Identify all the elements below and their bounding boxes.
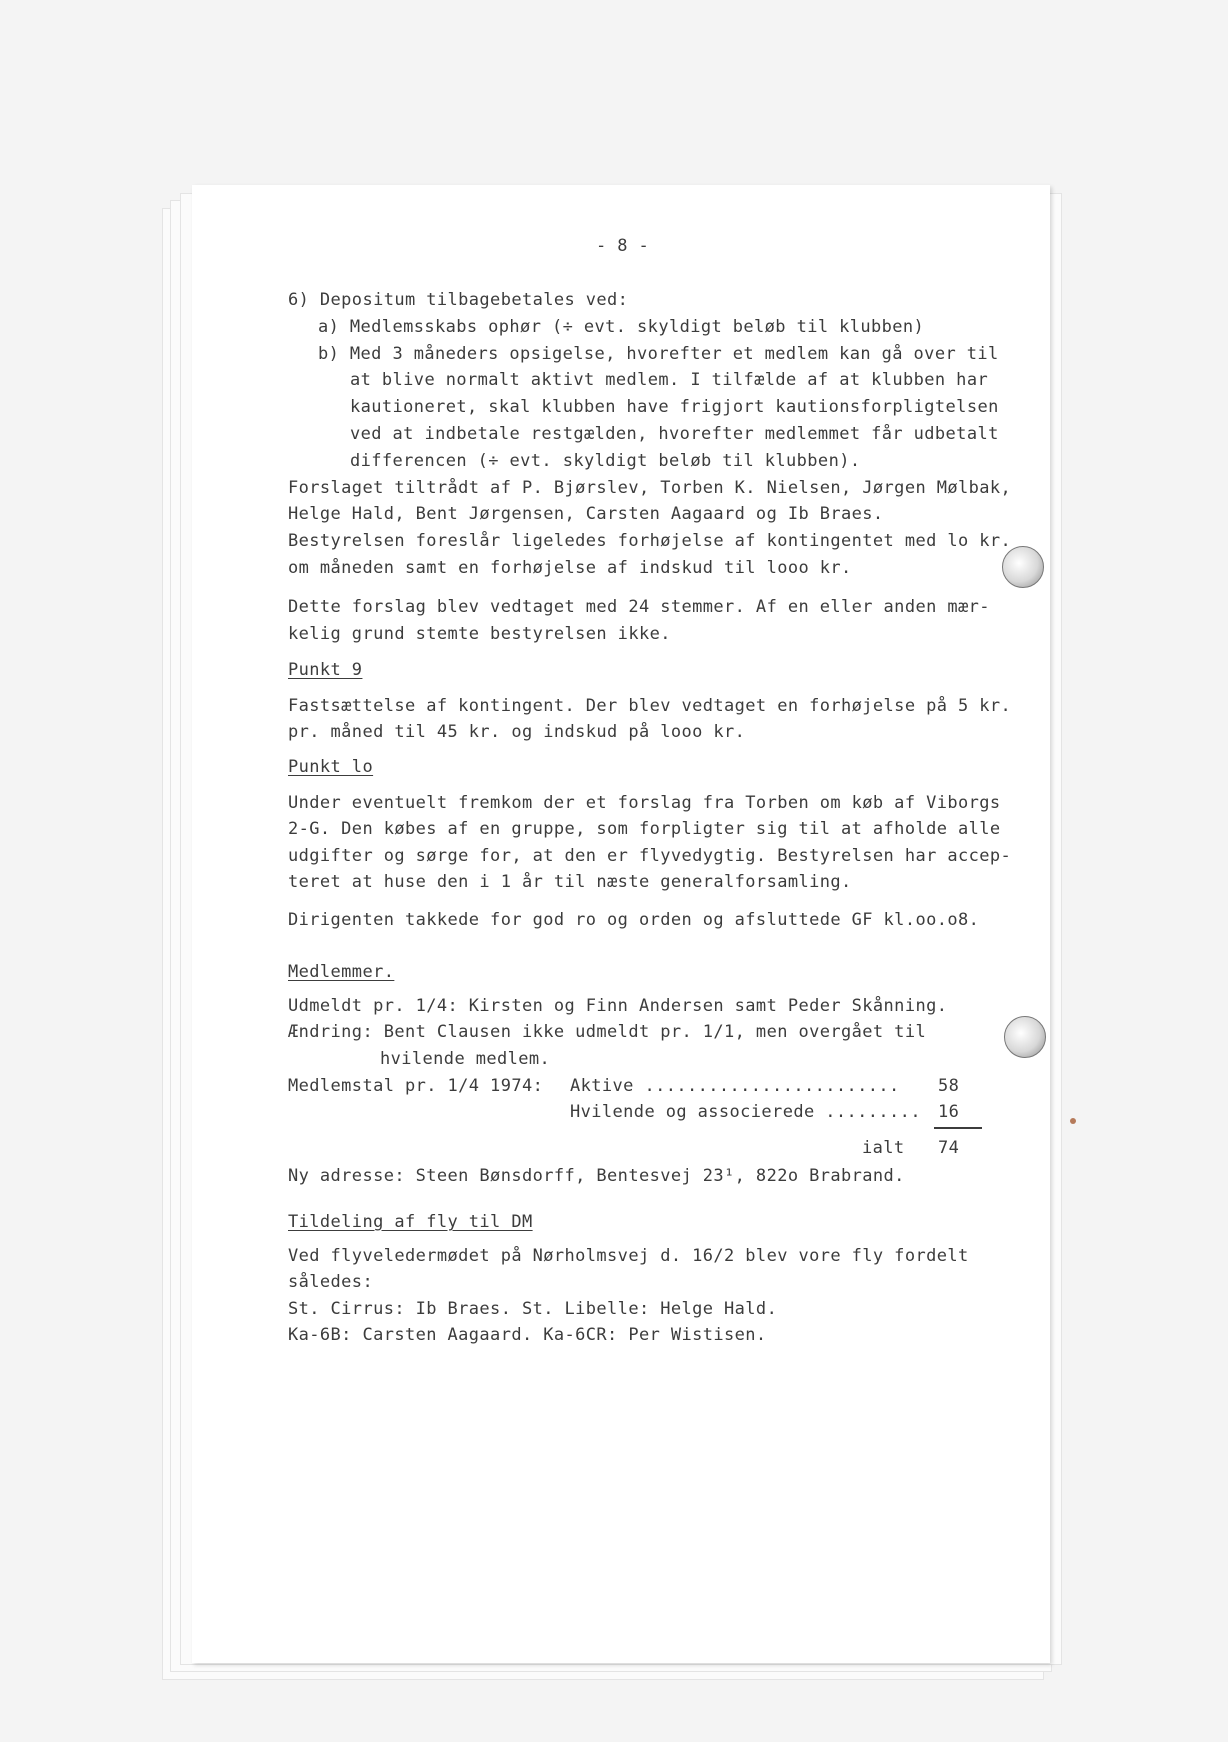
adresse-line: Ny adresse: Steen Bønsdorff, Bentesvej 23¹, 822o Brabrand. (288, 1166, 905, 1186)
aendring-line: Ændring: Bent Clausen ikke udmeldt pr. 1/1, men overgået til (288, 1022, 927, 1042)
forslag-line: Bestyrelsen foreslår ligeledes forhøjelse af kontingentet med lo kr. (288, 531, 1012, 551)
item6-a: a) Medlemsskabs ophør (÷ evt. skyldigt beløb til klubben) (318, 317, 925, 337)
tildeling-heading: Tildeling af fly til DM (288, 1212, 533, 1232)
forslag-line: Helge Hald, Bent Jørgensen, Carsten Aagaard og Ib Braes. (288, 504, 884, 524)
stain-mark (1070, 1118, 1076, 1124)
item6-b-line: at blive normalt aktivt medlem. I tilfælde af at klubben har (350, 370, 989, 390)
punkt10-line: teret at huse den i 1 år til næste generalforsamling. (288, 872, 852, 892)
punch-hole-icon (1004, 1016, 1046, 1058)
tildeling-line: Ka-6B: Carsten Aagaard. Ka-6CR: Per Wistisen. (288, 1325, 767, 1345)
punkt10-line: udgifter og sørge for, at den er flyvedygtig. Bestyrelsen har accep- (288, 846, 1012, 866)
punkt10-line: 2-G. Den købes af en gruppe, som forpligter sig til at afholde alle (288, 819, 1001, 839)
udmeldt-line: Udmeldt pr. 1/4: Kirsten og Finn Andersen samt Peder Skånning. (288, 996, 948, 1016)
tildeling-line: således: (288, 1272, 374, 1292)
punkt9-line: pr. måned til 45 kr. og indskud på looo kr. (288, 722, 746, 742)
punkt9-line: Fastsættelse af kontingent. Der blev vedtaget en forhøjelse på 5 kr. (288, 696, 1012, 716)
ialt-label: ialt (862, 1138, 905, 1158)
item6-b-line: ved at indbetale restgælden, hvorefter medlemmet får udbetalt (350, 424, 999, 444)
punkt9-heading: Punkt 9 (288, 660, 363, 680)
forslag-line: Forslaget tiltrådt af P. Bjørslev, Torben K. Nielsen, Jørgen Mølbak, (288, 478, 1012, 498)
page-number: - 8 - (596, 236, 650, 256)
ialt-value: 74 (938, 1138, 960, 1158)
item6-b-line: kautioneret, skal klubben have frigjort kautionsforpligtelsen (350, 397, 999, 417)
aktive-label: Aktive ........................ (570, 1076, 900, 1096)
item6-heading: 6) Depositum tilbagebetales ved: (288, 290, 629, 310)
aktive-value: 58 (938, 1076, 960, 1096)
sum-underline (934, 1127, 982, 1129)
medlemstal-label: Medlemstal pr. 1/4 1974: (288, 1076, 544, 1096)
item6-b-line: differencen (÷ evt. skyldigt beløb til klubben). (350, 451, 861, 471)
item6-b-line: b) Med 3 måneders opsigelse, hvorefter et medlem kan gå over til (318, 344, 999, 364)
hvilende-label: Hvilende og associerede ......... (570, 1102, 921, 1122)
vedtaget-line: Dette forslag blev vedtaget med 24 stemmer. Af en eller anden mær- (288, 597, 990, 617)
punkt10-heading: Punkt lo (288, 757, 374, 777)
aendring-line: hvilende medlem. (380, 1049, 551, 1069)
tildeling-line: Ved flyveledermødet på Nørholmsvej d. 16/2 blev vore fly fordelt (288, 1246, 969, 1266)
punkt10-line: Under eventuelt fremkom der et forslag fra Torben om køb af Viborgs (288, 793, 1001, 813)
hvilende-value: 16 (938, 1102, 960, 1122)
medlemmer-heading: Medlemmer. (288, 962, 395, 982)
dirigent-line: Dirigenten takkede for god ro og orden og afsluttede GF kl.oo.o8. (288, 910, 980, 930)
vedtaget-line: kelig grund stemte bestyrelsen ikke. (288, 624, 671, 644)
tildeling-line: St. Cirrus: Ib Braes. St. Libelle: Helge Hald. (288, 1299, 778, 1319)
forslag-line: om måneden samt en forhøjelse af indskud til looo kr. (288, 558, 852, 578)
punch-hole-icon (1002, 546, 1044, 588)
